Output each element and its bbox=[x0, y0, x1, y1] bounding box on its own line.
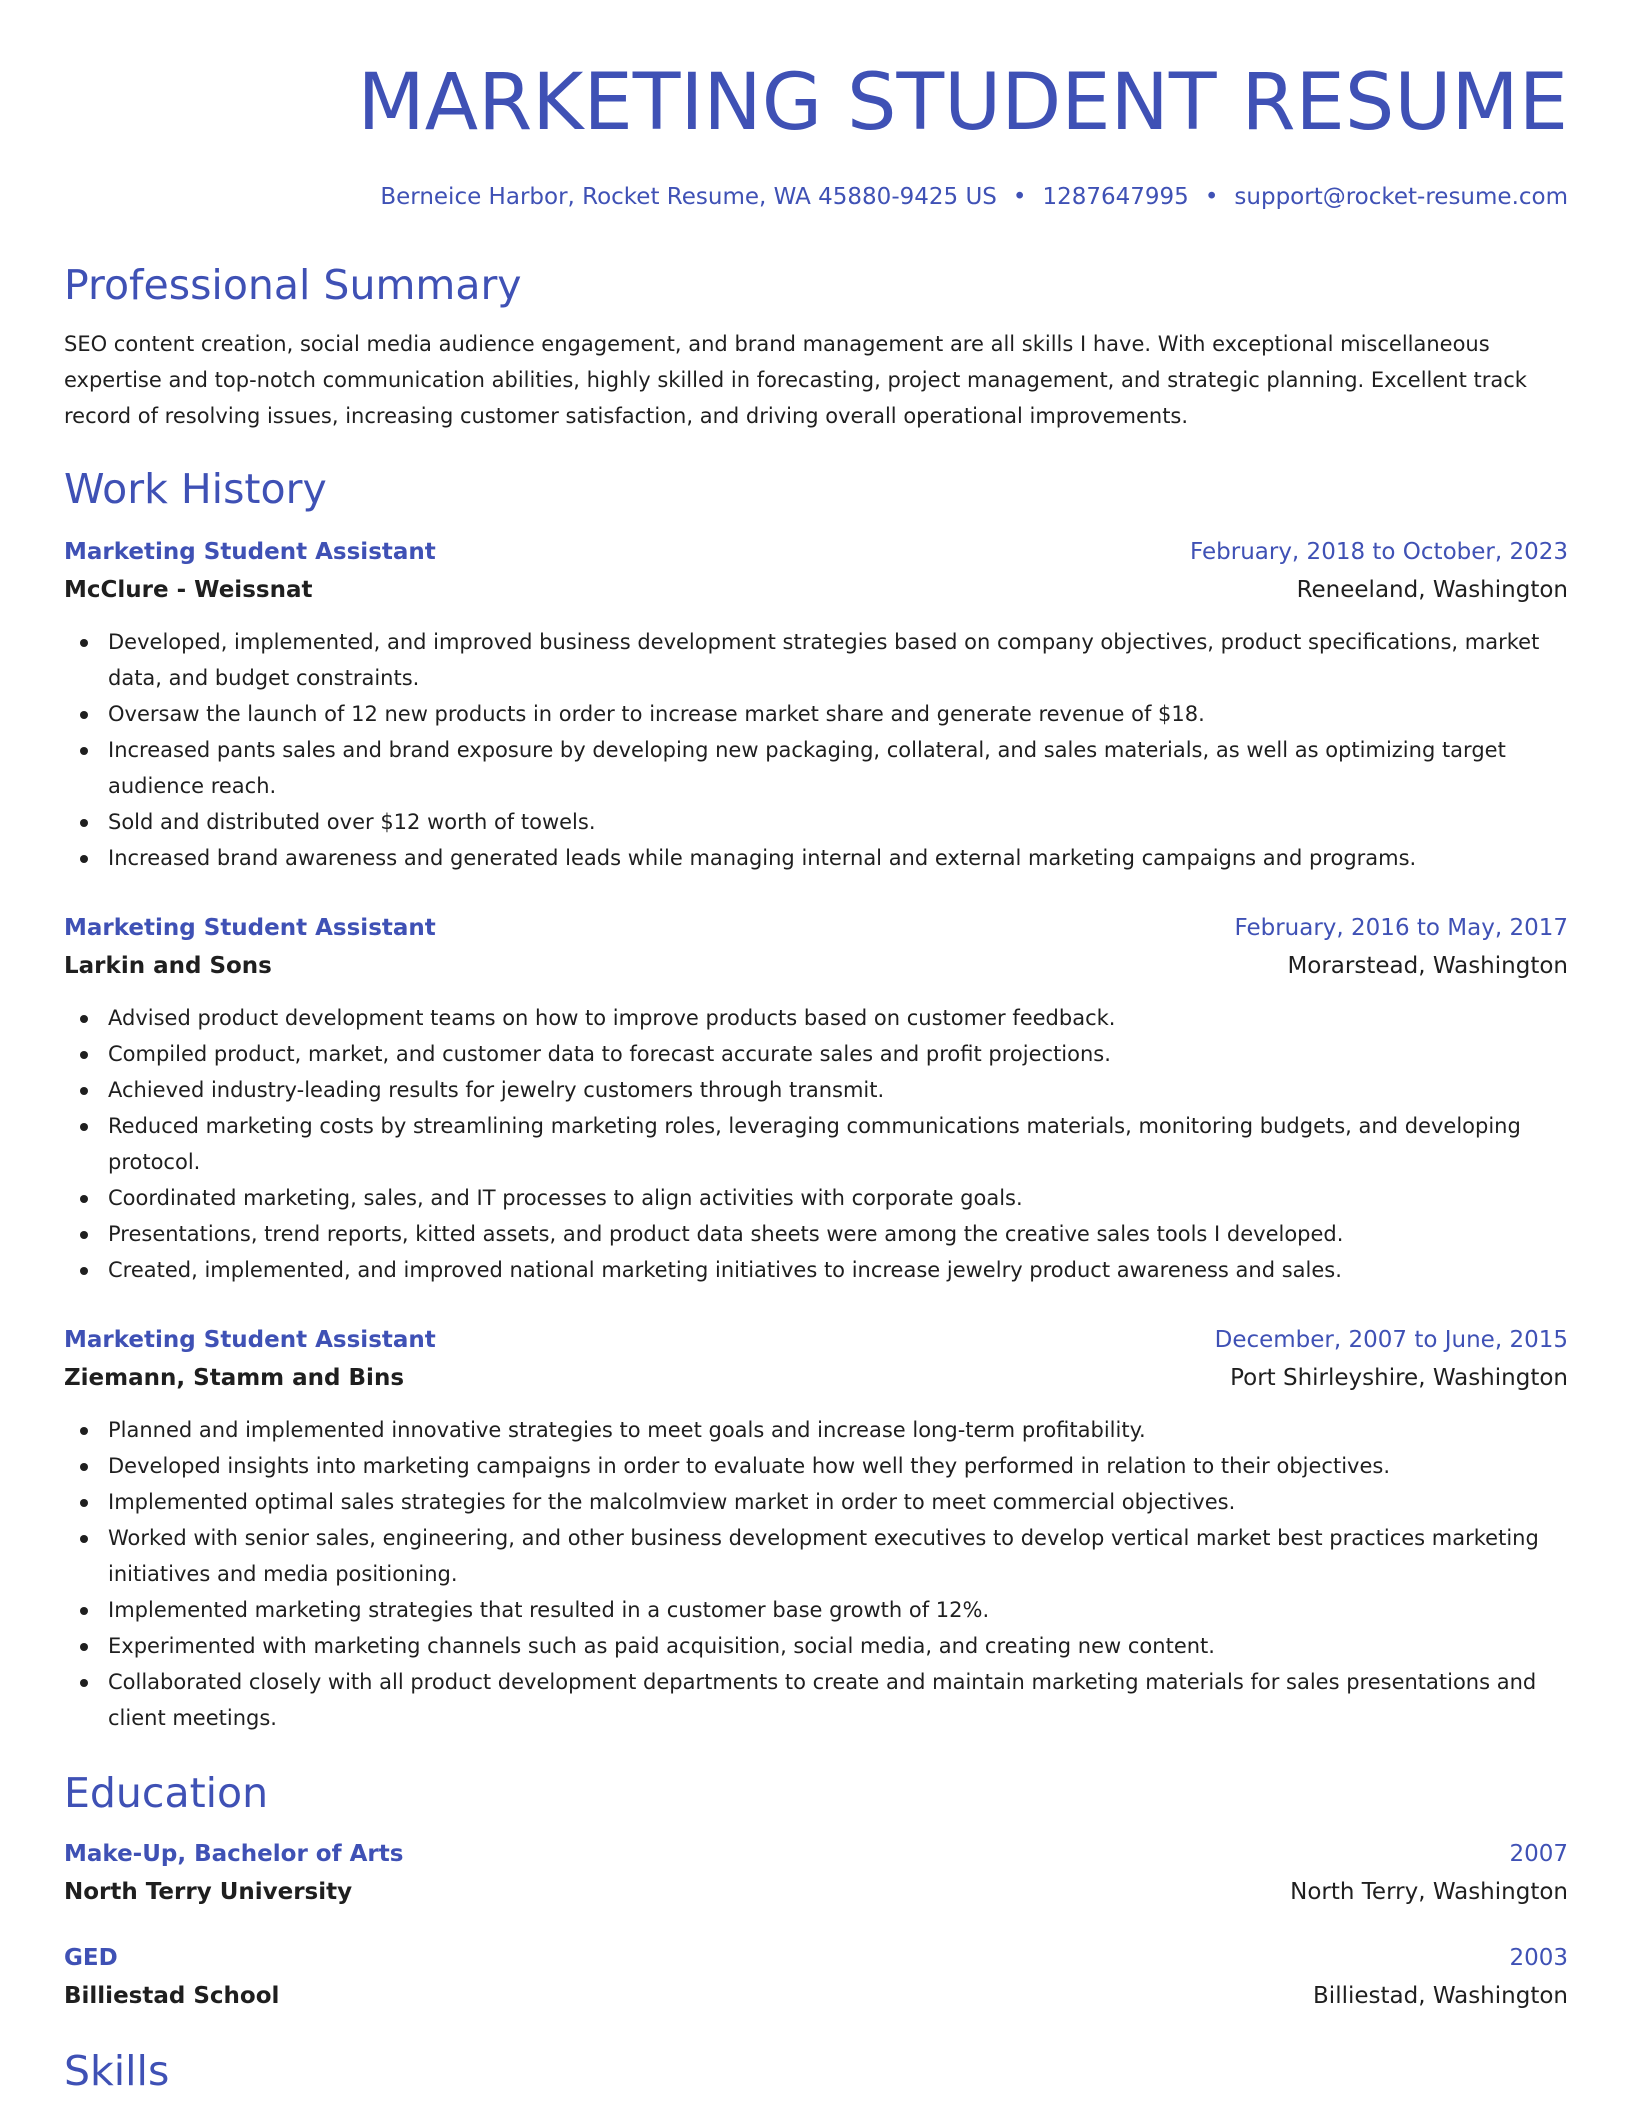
degree-name: Make-Up, Bachelor of Arts bbox=[64, 1841, 404, 1867]
job-dates: December, 2007 to June, 2015 bbox=[1214, 1327, 1568, 1353]
section-heading-work-history: Work History bbox=[64, 465, 327, 513]
degree-name: GED bbox=[64, 1945, 118, 1971]
section-heading-skills: Skills bbox=[64, 2047, 170, 2095]
work-entry-subheader bbox=[64, 946, 1568, 986]
resume-title: MARKETING STUDENT RESUME bbox=[357, 58, 1568, 148]
contact-email[interactable]: support@rocket-resume.com bbox=[1234, 184, 1568, 210]
job-bullet: Reduced marketing costs by streamlining marketing roles, leveraging communications materials, monitoring budgets, and developing protocol. bbox=[108, 1108, 1568, 1180]
graduation-year: 2003 bbox=[1509, 1945, 1568, 1971]
education-entry-subheader bbox=[64, 1976, 1568, 2016]
job-bullet: Sold and distributed over $12 worth of towels. bbox=[108, 804, 1568, 840]
job-bullet: Increased brand awareness and generated leads while managing internal and external marketing campaigns and programs. bbox=[108, 840, 1568, 876]
job-location: Morarstead, Washington bbox=[1287, 953, 1568, 979]
employer-name: McClure - Weissnat bbox=[64, 577, 313, 603]
work-entry-header bbox=[64, 1322, 1568, 1358]
job-bullet: Advised product development teams on how to improve products based on customer feedback. bbox=[108, 1000, 1568, 1036]
education-entry bbox=[64, 1940, 1568, 2016]
education-entry-header bbox=[64, 1940, 1568, 1976]
school-name: Billiestad School bbox=[64, 1983, 280, 2009]
job-bullet-list bbox=[64, 1000, 1568, 1288]
job-bullet: Increased pants sales and brand exposure by developing new packaging, collateral, and sales materials, as well as optimizing target audience reach. bbox=[108, 732, 1568, 804]
graduation-year: 2007 bbox=[1509, 1841, 1568, 1867]
job-bullet-list bbox=[64, 1412, 1568, 1736]
contact-separator: • bbox=[1012, 184, 1027, 210]
contact-separator: • bbox=[1204, 184, 1219, 210]
professional-summary-text: SEO content creation, social media audience engagement, and brand management are all skills I have. With exceptional miscellaneous expertise and top-notch communication abilities, highly skilled in forecasting, project management, and strategic planning. Excellent track record of resolving issues, increasing customer satisfaction, and driving overall operational improvements. bbox=[64, 332, 1527, 428]
school-location: North Terry, Washington bbox=[1290, 1879, 1568, 1905]
work-entry bbox=[64, 1322, 1568, 1736]
work-entry bbox=[64, 534, 1568, 876]
job-bullet: Compiled product, market, and customer data to forecast accurate sales and profit projections. bbox=[108, 1036, 1568, 1072]
resume-page bbox=[64, 0, 1568, 2096]
work-entry bbox=[64, 910, 1568, 1288]
job-bullet: Developed insights into marketing campaigns in order to evaluate how well they performed in relation to their objectives. bbox=[108, 1448, 1568, 1484]
job-bullet-list bbox=[64, 624, 1568, 876]
job-title: Marketing Student Assistant bbox=[64, 1327, 436, 1353]
job-bullet: Achieved industry-leading results for jewelry customers through transmit. bbox=[108, 1072, 1568, 1108]
section-heading-professional-summary: Professional Summary bbox=[64, 261, 522, 309]
job-bullet: Presentations, trend reports, kitted assets, and product data sheets were among the creative sales tools I developed. bbox=[108, 1216, 1568, 1252]
job-dates: February, 2016 to May, 2017 bbox=[1234, 915, 1568, 941]
section-heading-education: Education bbox=[64, 1769, 269, 1817]
education-entry-header bbox=[64, 1836, 1568, 1872]
job-bullet: Created, implemented, and improved national marketing initiatives to increase jewelry product awareness and sales. bbox=[108, 1252, 1568, 1288]
job-location: Reneeland, Washington bbox=[1296, 577, 1568, 603]
work-entry-header bbox=[64, 910, 1568, 946]
work-entry-subheader bbox=[64, 570, 1568, 610]
job-title: Marketing Student Assistant bbox=[64, 539, 436, 565]
job-dates: February, 2018 to October, 2023 bbox=[1190, 539, 1568, 565]
employer-name: Larkin and Sons bbox=[64, 953, 272, 979]
job-bullet: Implemented optimal sales strategies for the malcolmview market in order to meet commercial objectives. bbox=[108, 1484, 1568, 1520]
job-title: Marketing Student Assistant bbox=[64, 915, 436, 941]
contact-phone: 1287647995 bbox=[1042, 184, 1189, 210]
employer-name: Ziemann, Stamm and Bins bbox=[64, 1365, 405, 1391]
job-bullet: Experimented with marketing channels such as paid acquisition, social media, and creating new content. bbox=[108, 1628, 1568, 1664]
job-bullet: Oversaw the launch of 12 new products in order to increase market share and generate revenue of $18. bbox=[108, 696, 1568, 732]
work-entry-header bbox=[64, 534, 1568, 570]
contact-address: Berneice Harbor, Rocket Resume, WA 45880-9425 US bbox=[380, 184, 997, 210]
education-entry bbox=[64, 1836, 1568, 1912]
job-bullet: Planned and implemented innovative strategies to meet goals and increase long-term profitability. bbox=[108, 1412, 1568, 1448]
school-location: Billiestad, Washington bbox=[1313, 1983, 1568, 2009]
job-bullet: Coordinated marketing, sales, and IT processes to align activities with corporate goals. bbox=[108, 1180, 1568, 1216]
work-entry-subheader bbox=[64, 1358, 1568, 1398]
education-list bbox=[64, 1836, 1568, 2016]
job-bullet: Implemented marketing strategies that resulted in a customer base growth of 12%. bbox=[108, 1592, 1568, 1628]
work-history-list bbox=[64, 534, 1568, 1736]
job-bullet: Developed, implemented, and improved business development strategies based on company objectives, product specifications, market data, and budget constraints. bbox=[108, 624, 1568, 696]
job-bullet: Worked with senior sales, engineering, and other business development executives to develop vertical market best practices marketing initiatives and media positioning. bbox=[108, 1520, 1568, 1592]
education-entry-subheader bbox=[64, 1872, 1568, 1912]
contact-line bbox=[64, 182, 1568, 212]
job-bullet: Collaborated closely with all product development departments to create and maintain marketing materials for sales presentations and client meetings. bbox=[108, 1664, 1568, 1736]
school-name: North Terry University bbox=[64, 1879, 353, 1905]
job-location: Port Shirleyshire, Washington bbox=[1230, 1365, 1568, 1391]
